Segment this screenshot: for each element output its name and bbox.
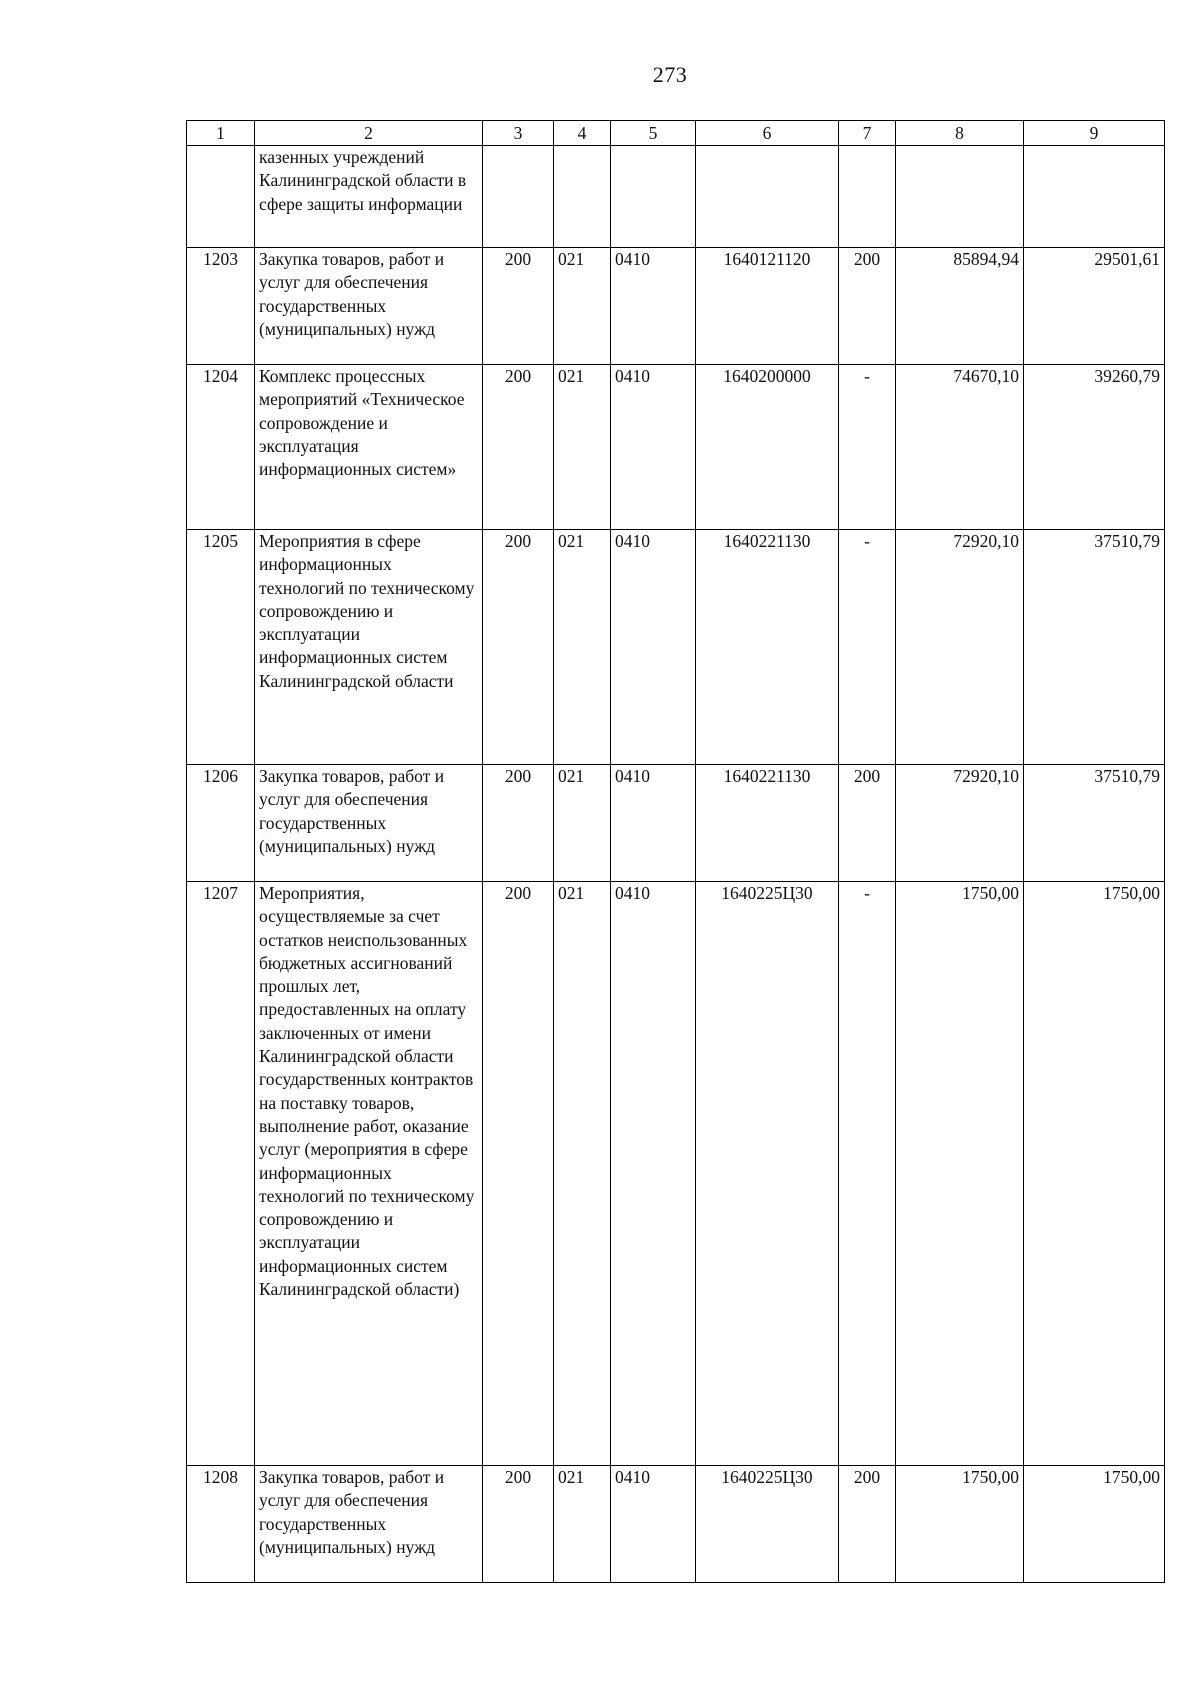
row-description-cell: Закупка товаров, работ и услуг для обеспечения государственных (муниципальных) нужд: [255, 1466, 483, 1583]
amount-cell: 85894,94: [896, 248, 1024, 365]
table-row: [187, 146, 1165, 248]
table-row: [187, 248, 1165, 365]
amount-cell: 39260,79: [1024, 365, 1165, 530]
header-cell: 5: [611, 121, 696, 146]
expense-type-cell: -: [839, 882, 896, 1466]
target-article-cell: [696, 146, 839, 248]
row-description-cell: Закупка товаров, работ и услуг для обеспечения государственных (муниципальных) нужд: [255, 248, 483, 365]
row-description-cell: Мероприятия в сфере информационных технологий по техническому сопровождению и эксплуатации информационных систем Калининградской области: [255, 530, 483, 765]
table-row: [187, 365, 1165, 530]
header-cell: 9: [1024, 121, 1165, 146]
ministry-code-cell: 021: [554, 765, 611, 882]
target-article-cell: 1640200000: [696, 365, 839, 530]
target-article-cell: 1640221130: [696, 530, 839, 765]
row-description-cell: казенных учреждений Калининградской области в сфере защиты информации: [255, 146, 483, 248]
ministry-code-cell: 021: [554, 1466, 611, 1583]
expense-type-cell: -: [839, 365, 896, 530]
amount-cell: 1750,00: [1024, 882, 1165, 1466]
section-code-cell: 0410: [611, 530, 696, 765]
admin-code-cell: 200: [483, 882, 554, 1466]
row-number-cell: 1205: [187, 530, 255, 765]
expense-type-cell: [839, 146, 896, 248]
target-article-cell: 1640121120: [696, 248, 839, 365]
ministry-code-cell: 021: [554, 882, 611, 1466]
expense-type-cell: -: [839, 530, 896, 765]
amount-cell: 29501,61: [1024, 248, 1165, 365]
budget-table: [186, 120, 1165, 1583]
table-row: [187, 882, 1165, 1466]
admin-code-cell: 200: [483, 365, 554, 530]
expense-type-cell: 200: [839, 248, 896, 365]
row-number-cell: 1203: [187, 248, 255, 365]
admin-code-cell: 200: [483, 1466, 554, 1583]
ministry-code-cell: [554, 146, 611, 248]
row-number-cell: 1208: [187, 1466, 255, 1583]
expense-type-cell: 200: [839, 765, 896, 882]
ministry-code-cell: 021: [554, 530, 611, 765]
page-number: 273: [652, 62, 688, 87]
header-cell: 2: [255, 121, 483, 146]
admin-code-cell: 200: [483, 248, 554, 365]
row-number-cell: 1206: [187, 765, 255, 882]
amount-cell: 72920,10: [896, 765, 1024, 882]
ministry-code-cell: 021: [554, 248, 611, 365]
admin-code-cell: [483, 146, 554, 248]
expense-type-cell: 200: [839, 1466, 896, 1583]
row-number-cell: [187, 146, 255, 248]
section-code-cell: [611, 146, 696, 248]
row-description-cell: Комплекс процессных мероприятий «Техническое сопровождение и эксплуатация информационных систем»: [255, 365, 483, 530]
section-code-cell: 0410: [611, 882, 696, 1466]
amount-cell: 72920,10: [896, 530, 1024, 765]
admin-code-cell: 200: [483, 530, 554, 765]
row-number-cell: 1204: [187, 365, 255, 530]
header-cell: 3: [483, 121, 554, 146]
amount-cell: 74670,10: [896, 365, 1024, 530]
admin-code-cell: 200: [483, 765, 554, 882]
header-row: [187, 121, 1165, 146]
header-cell: 4: [554, 121, 611, 146]
table-row: [187, 765, 1165, 882]
target-article-cell: 1640225Ц30: [696, 882, 839, 1466]
header-cell: 1: [187, 121, 255, 146]
amount-cell: [1024, 146, 1165, 248]
table-row: [187, 530, 1165, 765]
target-article-cell: 1640221130: [696, 765, 839, 882]
table-row: [187, 1466, 1165, 1583]
section-code-cell: 0410: [611, 1466, 696, 1583]
header-cell: 6: [696, 121, 839, 146]
header-cell: 7: [839, 121, 896, 146]
section-code-cell: 0410: [611, 765, 696, 882]
section-code-cell: 0410: [611, 365, 696, 530]
amount-cell: 1750,00: [896, 1466, 1024, 1583]
row-description-cell: Закупка товаров, работ и услуг для обеспечения государственных (муниципальных) нужд: [255, 765, 483, 882]
ministry-code-cell: 021: [554, 365, 611, 530]
amount-cell: 1750,00: [1024, 1466, 1165, 1583]
row-description-cell: Мероприятия, осуществляемые за счет остатков неиспользованных бюджетных ассигнований прошлых лет, предоставленных на оплату заключенных от имени Калининградской области государственных контрактов на поставку товаров, выполнение работ, оказание услуг (мероприятия в сфере информационных технологий по техническому сопровождению и эксплуатации информационных систем Калининградской области): [255, 882, 483, 1466]
section-code-cell: 0410: [611, 248, 696, 365]
amount-cell: 37510,79: [1024, 530, 1165, 765]
header-cell: 8: [896, 121, 1024, 146]
target-article-cell: 1640225Ц30: [696, 1466, 839, 1583]
amount-cell: 1750,00: [896, 882, 1024, 1466]
amount-cell: 37510,79: [1024, 765, 1165, 882]
amount-cell: [896, 146, 1024, 248]
row-number-cell: 1207: [187, 882, 255, 1466]
